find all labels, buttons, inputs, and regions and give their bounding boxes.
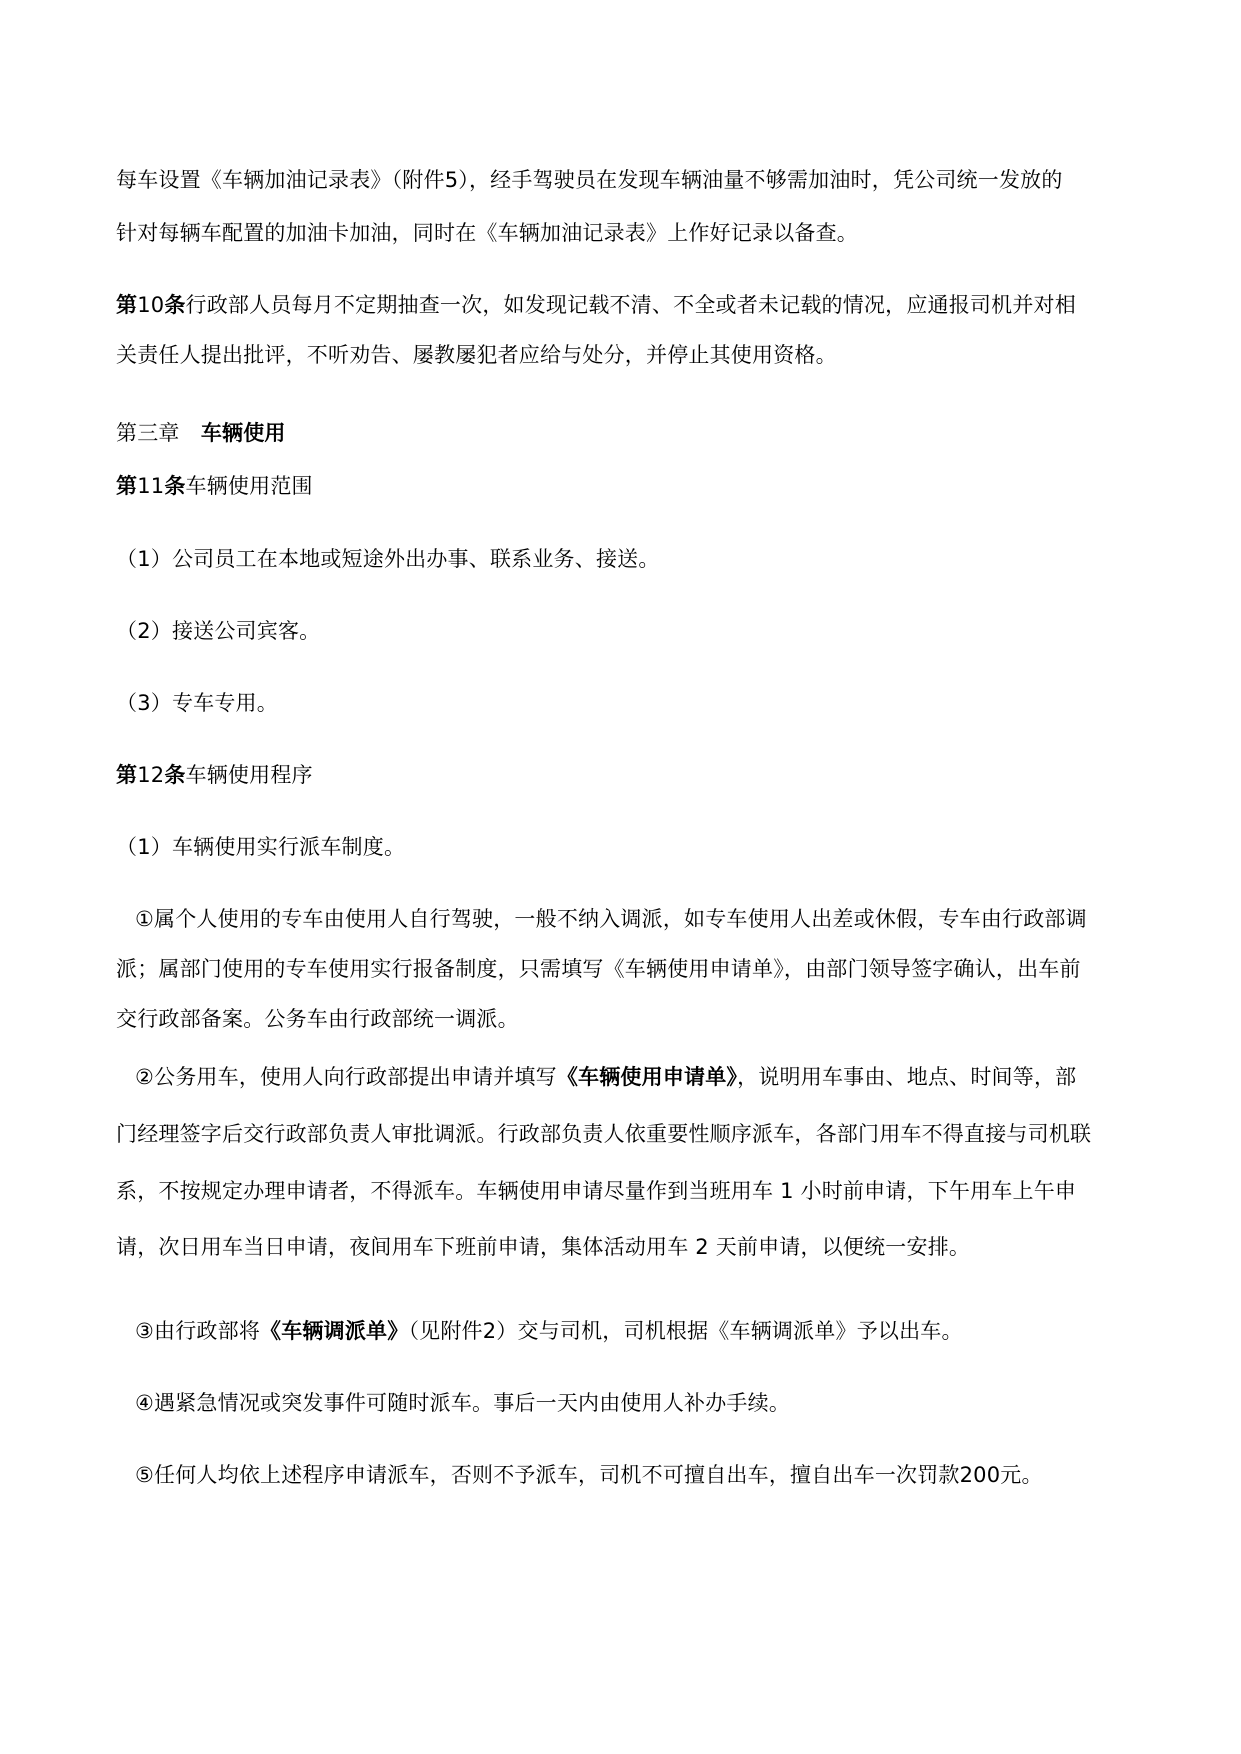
- text-run: ⑤任何人均依上述程序申请派车，否则不予派车，司机不可擅自出车，擅自出车一次罚款200元。: [135, 1463, 1043, 1487]
- paragraph-line: [116, 1121, 1091, 1147]
- text-run: 10: [137, 293, 165, 317]
- text-run: 门经理签字后交行政部负责人审批调派。行政部负责人依重要性顺序派车，各部门用车不得直接与司机联: [116, 1122, 1092, 1146]
- text-run: 车辆使用程序: [185, 763, 313, 787]
- text-run: ①属个人使用的专车由使用人自行驾驶，一般不纳入调派，如专车使用人出差或休假，专车由行政部调: [135, 907, 1087, 931]
- paragraph-line: [116, 956, 1081, 982]
- paragraph-line: [116, 546, 660, 572]
- paragraph-line: [135, 1318, 963, 1344]
- paragraph-line: [135, 1462, 1043, 1488]
- paragraph-line: [116, 618, 320, 644]
- text-run: 每车设置《车辆加油记录表》（附件5），经手驾驶员在发现车辆油量不够需加油时，凭公司统一发放的: [116, 168, 1063, 192]
- bold-text-run: 条: [164, 474, 186, 498]
- paragraph-line: [116, 292, 1076, 318]
- bold-text-run: 条: [164, 293, 186, 317]
- bold-text-run: 第: [116, 293, 138, 317]
- text-run: （2）接送公司宾客。: [116, 619, 321, 643]
- text-run: 请，次日用车当日申请，夜间用车下班前申请，集体活动用车 2 天前申请，以便统一安排。: [116, 1235, 971, 1259]
- text-run: （1）车辆使用实行派车制度。: [116, 835, 406, 859]
- bold-text-run: 《车辆调派单》: [260, 1319, 409, 1343]
- paragraph-line: [116, 167, 1063, 193]
- paragraph-line: [135, 1390, 790, 1416]
- text-run: ④遇紧急情况或突发事件可随时派车。事后一天内由使用人补办手续。: [135, 1391, 791, 1415]
- paragraph-line: [116, 1178, 1076, 1204]
- bold-text-run: 第: [116, 474, 138, 498]
- paragraph-line: [116, 1006, 519, 1032]
- text-run: （见附件2）交与司机，司机根据《车辆调派单》予以出车。: [408, 1319, 963, 1343]
- paragraph-line: [135, 906, 1087, 932]
- bold-text-run: 车辆使用: [200, 421, 286, 445]
- text-run: （3）专车专用。: [116, 691, 278, 715]
- text-run: 11: [137, 474, 165, 498]
- paragraph-line: [116, 690, 278, 716]
- paragraph-line: [116, 220, 858, 246]
- paragraph-line: [116, 1234, 970, 1260]
- text-run: （1）公司员工在本地或短途外出办事、联系业务、接送。: [116, 547, 660, 571]
- paragraph-line: [116, 762, 313, 788]
- text-run: 派；属部门使用的专车使用实行报备制度，只需填写《车辆使用申请单》，由部门领导签字确认，出车前: [116, 957, 1081, 981]
- bold-text-run: 第: [116, 763, 138, 787]
- paragraph-line: [116, 420, 286, 446]
- paragraph-line: [116, 342, 837, 368]
- text-run: 交行政部备案。公务车由行政部统一调派。: [116, 1007, 519, 1031]
- paragraph-line: [135, 1064, 1076, 1090]
- text-run: 关责任人提出批评，不听劝告、屡教屡犯者应给与处分，并停止其使用资格。: [116, 343, 837, 367]
- text-run: 系，不按规定办理申请者，不得派车。车辆使用申请尽量作到当班用车 1 小时前申请，下午用车上午申: [116, 1179, 1077, 1203]
- bold-text-run: 《车辆使用申请单》: [556, 1065, 738, 1089]
- text-run: 针对每辆车配置的加油卡加油，同时在《车辆加油记录表》上作好记录以备查。: [116, 221, 858, 245]
- text-run: 行政部人员每月不定期抽查一次，如发现记载不清、不全或者未记载的情况，应通报司机并对相: [185, 293, 1076, 317]
- text-run: ②公务用车，使用人向行政部提出申请并填写: [135, 1065, 557, 1089]
- bold-text-run: 条: [164, 763, 186, 787]
- text-run: 12: [137, 763, 165, 787]
- paragraph-line: [116, 834, 405, 860]
- text-run: 车辆使用范围: [185, 474, 313, 498]
- text-run: ，说明用车事由、地点、时间等，部: [737, 1065, 1077, 1089]
- paragraph-line: [116, 473, 313, 499]
- text-run: ③由行政部将: [135, 1319, 261, 1343]
- text-run: 第三章: [116, 421, 201, 445]
